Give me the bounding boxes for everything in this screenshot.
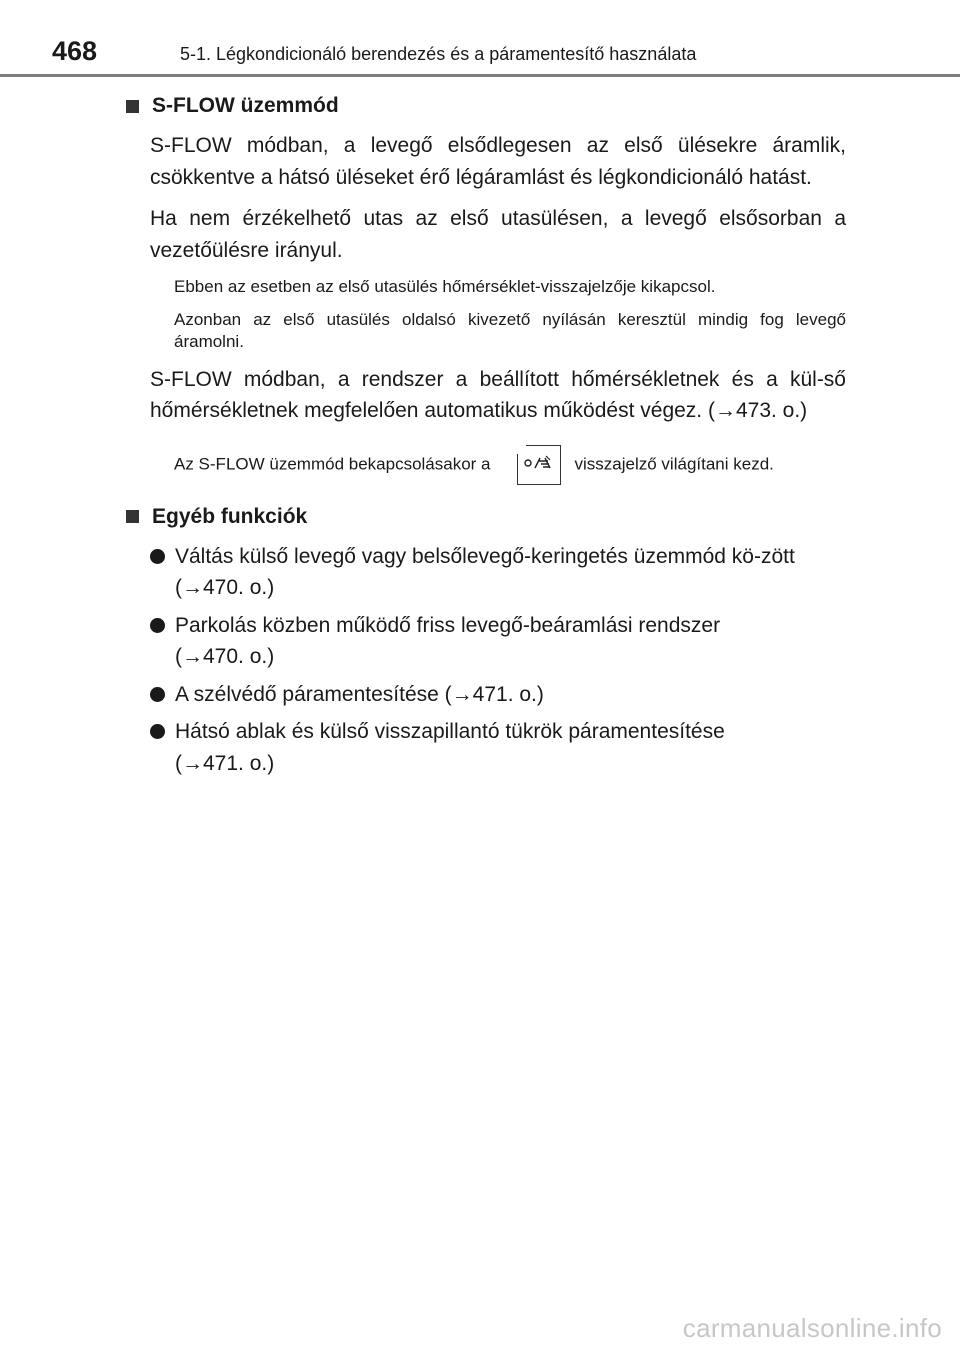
section-heading-text: Egyéb funkciók [152,504,308,528]
list-item [150,541,846,604]
page-reference: (→471. o.) [175,751,275,775]
sflow-note-1: Ebben az esetben az első utasülés hőmérséklet-visszajelzője kikapcsol. [174,277,716,296]
square-bullet-icon [126,510,139,523]
list-item-text: Hátsó ablak és külső visszapillantó tükrök páramentesítése [175,720,725,743]
round-bullet-icon [150,618,165,633]
list-item-text: Parkolás közben működő friss levegő-beáramlási rendszer [175,613,721,637]
section-heading-sflow [126,92,846,120]
sflow-note-2: Azonban az első utasülés oldalsó kivezető nyílásán keresztül mindig fog levegő áramolni. [174,309,846,351]
page-number: 468 [52,36,98,66]
round-bullet-icon [150,724,165,739]
sflow-paragraph-2: Ha nem érzékelhető utas az első utasülésen, a levegő elsősorban a vezetőülésre irányul. [150,207,846,262]
watermark: carmanualsonline.info [682,1313,942,1343]
square-bullet-icon [126,100,139,113]
indicator-note-before: Az S-FLOW üzemmód bekapcsolásakor a [174,453,491,473]
page-content [126,92,846,785]
chapter-title: 5-1. Légkondicionáló berendezés és a páramentesítő használata [180,44,697,64]
header-rule [0,74,960,77]
list-item-text: Váltás külső levegő vagy belsőlevegő-keringetés üzemmód kö-zött [175,544,795,568]
s-flow-indicator-icon [517,445,561,485]
list-item-text: A szélvédő páramentesítése (→471. o.) [175,682,544,706]
list-item [150,610,846,673]
page-reference: (→470. o.) [175,576,275,599]
section-heading-other [126,503,846,531]
sflow-paragraph-3: S-FLOW módban, a rendszer a beállított hőmérsékletnek és a kül-ső hőmérsékletnek megfelelően automatikus működést végez. (→473. o.) [150,367,846,422]
indicator-note-after: visszajelző világítani kezd. [574,453,774,473]
round-bullet-icon [150,549,165,564]
sflow-indicator-note [174,445,846,485]
list-item [150,679,846,711]
round-bullet-icon [150,687,165,702]
list-item [150,716,846,779]
section-heading-text: S-FLOW üzemmód [152,94,339,117]
sflow-paragraph-1: S-FLOW módban, a levegő elsődlegesen az első ülésekre áramlik, csökkentve a hátsó üléseket érő légáramlást és légkondicionáló hatást. [150,134,846,189]
page-reference: (→470. o.) [175,645,275,668]
